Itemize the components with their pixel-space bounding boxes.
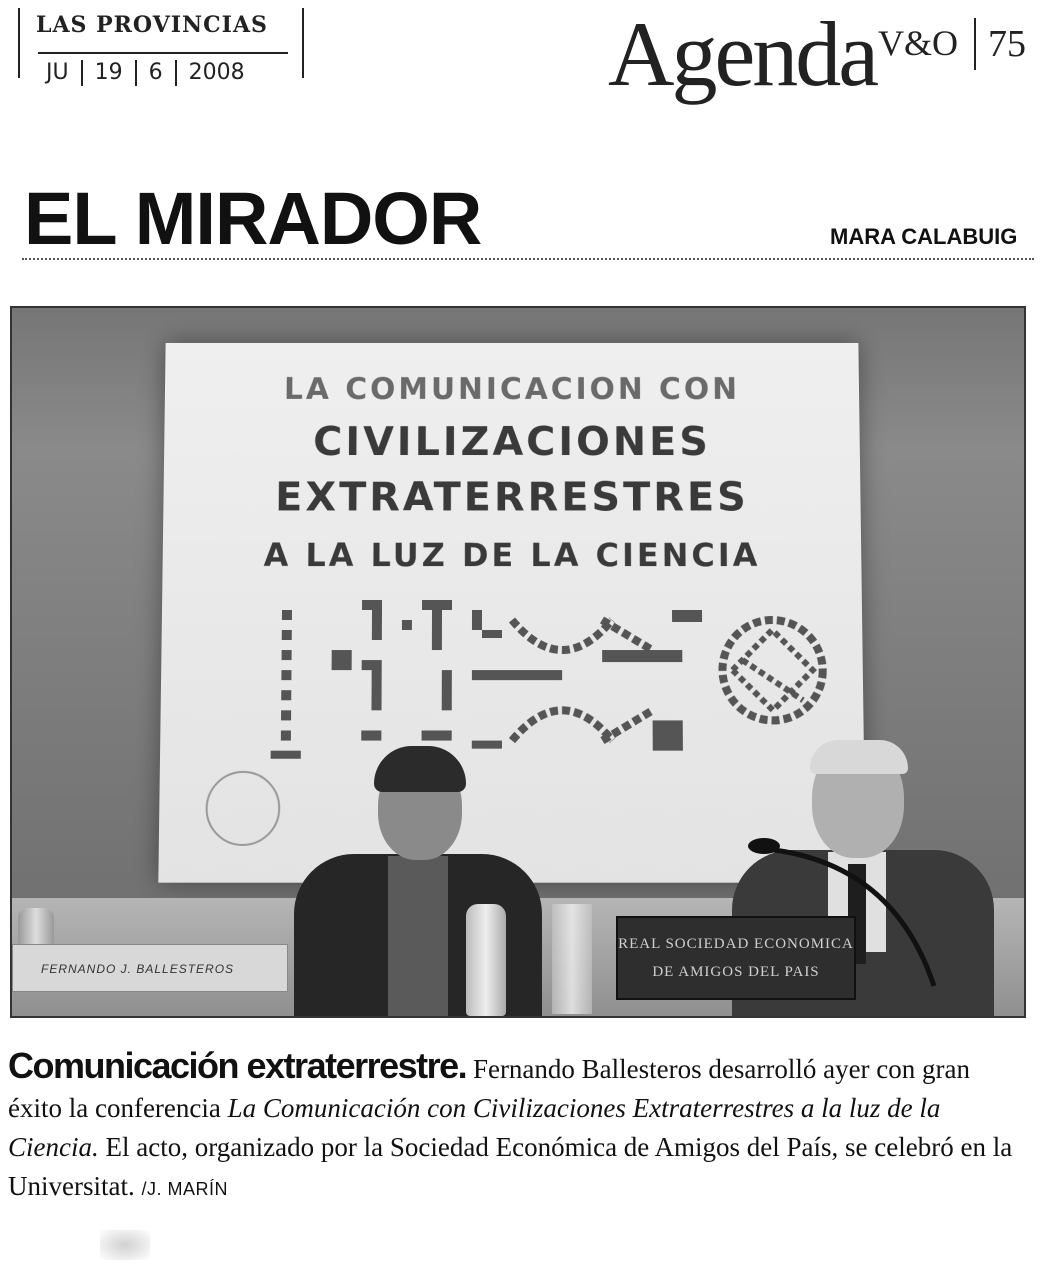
- column-title: EL MIRADOR: [24, 177, 482, 260]
- caption-lead: Comunicación extraterrestre.: [8, 1045, 467, 1086]
- photo-caption: [8, 1046, 1026, 1209]
- newspaper-name: LAS PROVINCIAS: [36, 12, 268, 38]
- news-photo: [10, 306, 1026, 1018]
- caption-conference-title: La Comunicación con Civilizaciones Extraterrestres a la luz de la Ciencia.: [8, 1093, 941, 1162]
- nameplate-society-line1: REAL SOCIEDAD ECONOMICA: [618, 936, 854, 952]
- society-seal-logo: [205, 771, 280, 846]
- date-month: 6: [137, 60, 177, 86]
- caption-text-2: El acto, organizado por la Sociedad Económica de Amigos del País, se celebró en la Universitat.: [8, 1132, 1013, 1201]
- screen-line-2: CIVILIZACIONES: [312, 419, 711, 465]
- water-bottle-left: [18, 908, 54, 948]
- byline: MARA CALABUIG: [830, 224, 1018, 249]
- nameplate-speaker: FERNANDO J. BALLESTEROS: [12, 944, 288, 992]
- speaker-left: [284, 746, 554, 1018]
- screen-line-4: A LA LUZ DE LA CIENCIA: [263, 536, 761, 575]
- screen-line-3: EXTRATERRESTRES: [274, 474, 750, 521]
- scan-smudge: [100, 1230, 150, 1260]
- caption-text-1: Fernando Ballesteros desarrolló ayer con gran éxito la conferencia: [8, 1054, 971, 1123]
- nameplate-society-line2: DE AMIGOS DEL PAIS: [652, 964, 820, 980]
- page-number: 75: [988, 23, 1026, 65]
- date-day: 19: [83, 60, 137, 86]
- nameplate-society: [616, 916, 856, 1000]
- photo-credit: /J. MARÍN: [141, 1179, 228, 1199]
- title-rule: [22, 258, 1034, 260]
- masthead: [18, 8, 304, 85]
- water-glass: [552, 904, 592, 1014]
- section-subtitle: V&O: [878, 23, 958, 63]
- screen-line-1: LA COMUNICACION CON: [283, 372, 741, 407]
- date-year: 2008: [188, 60, 245, 85]
- section-title: Agenda: [608, 3, 877, 105]
- date-day-name: JU: [34, 60, 83, 86]
- publication-date: [34, 60, 257, 86]
- water-bottle: [466, 904, 506, 1016]
- page-separator: [974, 18, 976, 70]
- masthead-rule: [38, 52, 288, 54]
